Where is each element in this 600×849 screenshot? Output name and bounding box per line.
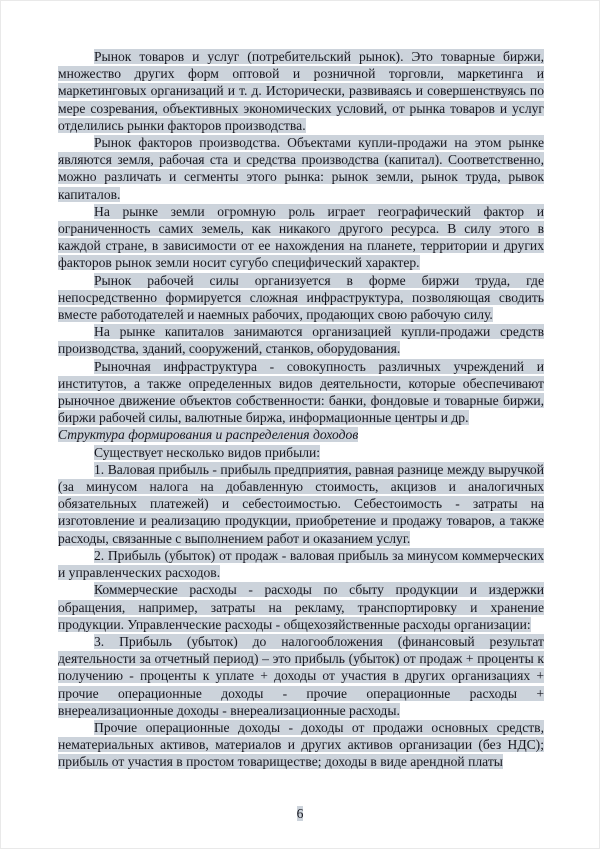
paragraph-text: Рынок факторов производства. Объектами купли-продажи на этом рынке являются земля, рабочая ста и средства производства (капитал). Соответственно, можно различать и сегменты этого рынка: рынок земли, рынок труда, рывок капиталов. — [58, 135, 544, 202]
page-number: 6 — [296, 806, 304, 821]
paragraph — [58, 134, 544, 203]
paragraph — [58, 581, 544, 633]
paragraph — [58, 633, 544, 719]
paragraph — [58, 358, 544, 427]
document-body — [58, 48, 544, 771]
paragraph — [58, 426, 544, 443]
paragraph-text: Коммерческие расходы - расходы по сбыту продукции и издержки обращения, например, затраты на рекламу, транспортировку и хранение продукции. Управленческие расходы - общехозяйственные расходы организации: — [58, 582, 544, 632]
paragraph-text: Существует несколько видов прибыли: — [94, 444, 321, 460]
paragraph — [58, 719, 544, 771]
paragraph-text: Рыночная инфраструктура - совокупность различных учреждений и институтов, а также определенных видов деятельности, которые обеспечивают рыночное движение объектов собственности: банки, фондовые и товарные биржи, биржи рабочей силы, валютные биржа, информационные центры и др. — [58, 358, 544, 426]
paragraph-text: Рынок рабочей силы организуется в форме биржи труда, где непосредственно формируется сложная инфраструктура, позволяющая сводить вместе работодателей и наемных рабочих, продающих свою рабочую силу. — [58, 272, 544, 323]
paragraph-text: Рынок товаров и услуг (потребительский рынок). Это товарные биржи, множество других форм оптовой и розничной торговли, маркетинга и маркетинговых организаций и т. д. Исторически, развиваясь и совершенствуясь по мере созревания, объективных экономических условий, от рынка товаров и услуг отделились рынки факторов производства. — [58, 49, 544, 133]
paragraph — [58, 272, 544, 324]
paragraph-text: На рынке капиталов занимаются организацией купли-продажи средств производства, зданий, сооружений, станков, оборудования. — [58, 324, 544, 357]
paragraph — [58, 203, 544, 272]
paragraph-text: Структура формирования и распределения доходов — [58, 427, 359, 443]
paragraph — [58, 547, 544, 581]
paragraph — [58, 323, 544, 357]
paragraph-text: Прочие операционные доходы - доходы от продажи основных средств, нематериальных активов, материалов и других активов организации (без НДС); прибыль от участия в простом товариществе; доходы в виде арендной платы — [58, 719, 544, 770]
paragraph-text: На рынке земли огромную роль играет географический фактор и ограниченность самих земель, как никакого другого ресурса. В силу этого в каждой стране, в зависимости от ее нахождения на планете, территории и других факторов рынок земли носит сугубо специфический характер. — [58, 203, 544, 271]
paragraph-text: 3. Прибыль (убыток) до налогообложения (финансовый результат деятельности за отчетный период) – это прибыль (убыток) от продаж + проценты к получению - проценты к уплате + доходы от участия в других организациях + прочие операционные доходы - прочие операционные расходы + внереализационные доходы - внереализационные расходы. — [58, 633, 544, 718]
paragraph — [58, 444, 544, 461]
paragraph — [58, 48, 544, 134]
paragraph — [58, 461, 544, 547]
paragraph-text: 2. Прибыль (убыток) от продаж - валовая прибыль за минусом коммерческих и управленческих расходов. — [58, 547, 544, 581]
paragraph-text: 1. Валовая прибыль - прибыль предприятия, равная разнице между выручкой (за минусом налога на добавленную стоимость, акцизов и аналогичных обязательных платежей) и себестоимостью. Себестоимость - затраты на изготовление и реализацию продукции, приобретение и продажу товаров, а также расходы, связанные с выполнением работ и оказанием услуг. — [58, 461, 544, 546]
page-number-container — [1, 806, 599, 822]
